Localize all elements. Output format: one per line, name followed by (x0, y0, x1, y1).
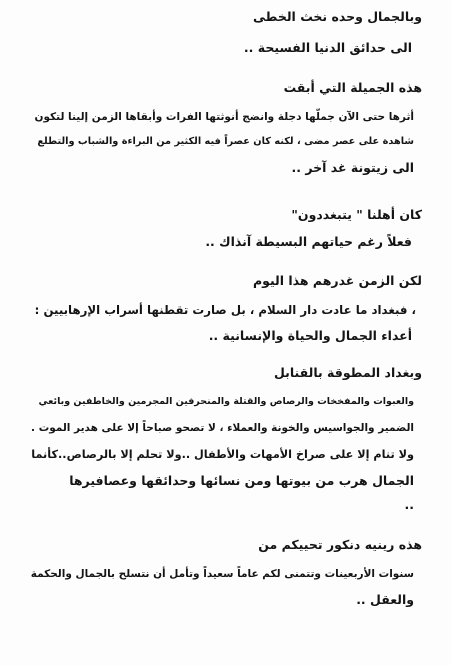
paragraph-6-heading: هذه رينيه دنكور تحييكم من (258, 537, 422, 552)
paragraph-5-line-2: الضمير والجواسيس والخونة والعملاء ، لا تصحو صباحاً إلا على هدير الموت . (31, 422, 414, 434)
paragraph-3-line-1: فعلاً رغم حياتهم البسيطة آنذاك .. (205, 234, 412, 249)
paragraph-5-line-4: الجمال هرب من بيوتها ومن نسائها وحدائقها وعصافيرها (69, 473, 414, 488)
paragraph-2-heading: هذه الجميلة التي أبقت (283, 80, 422, 95)
paragraph-2-line-3: الى زيتونة غد آخر .. (291, 160, 414, 175)
paragraph-2-line-2: شاهدة على عصر مضى ، لكنه كان عصراً فيه الكثير من البراءة والشباب والتطلع (37, 136, 414, 147)
paragraph-4-line-2: أعداء الجمال والحياة والإنسانية .. (208, 328, 412, 343)
paragraph-1-line-1: الى حدائق الدنيا الفسيحة .. (243, 40, 412, 55)
paragraph-2-line-1: أثرها حتى الآن جملّها دجلة وانضج أنوثتها الفرات وأبقاها الزمن إلينا لتكون (34, 111, 414, 123)
paragraph-5-line-1: والعبوات والمفخخات والرصاص والقتلة والمنحرفين المجرمين والخاطفين وبائعي (38, 396, 414, 407)
paragraph-6-line-1: سنوات الأربعينات وتتمنى لكم عاماً سعيداً وتأمل أن نتسلح بالجمال والحكمة (30, 568, 414, 580)
paragraph-6-line-2: والعقل .. (356, 592, 414, 607)
paragraph-1-heading: وبالجمال وحده نخث الخطى (253, 9, 422, 24)
paragraph-4-line-1: ، فبغداد ما عادت دار السلام ، بل صارت تقطنها أسراب الإرهابيين : (34, 303, 416, 317)
paragraph-4-heading: لكن الزمن غدرهم هذا اليوم (252, 273, 422, 288)
paragraph-5-line-3: ولا تنام إلا على صراخ الأمهات والأطفال ..ولا تحلم إلا بالرصاص..كأنما (31, 448, 414, 461)
paragraph-5-line-5: .. (404, 497, 414, 512)
paragraph-5-heading: وبغداد المطوقة بالقنابل (273, 365, 422, 380)
paragraph-3-heading: كان أهلنا " يتبغددون" (291, 207, 422, 222)
